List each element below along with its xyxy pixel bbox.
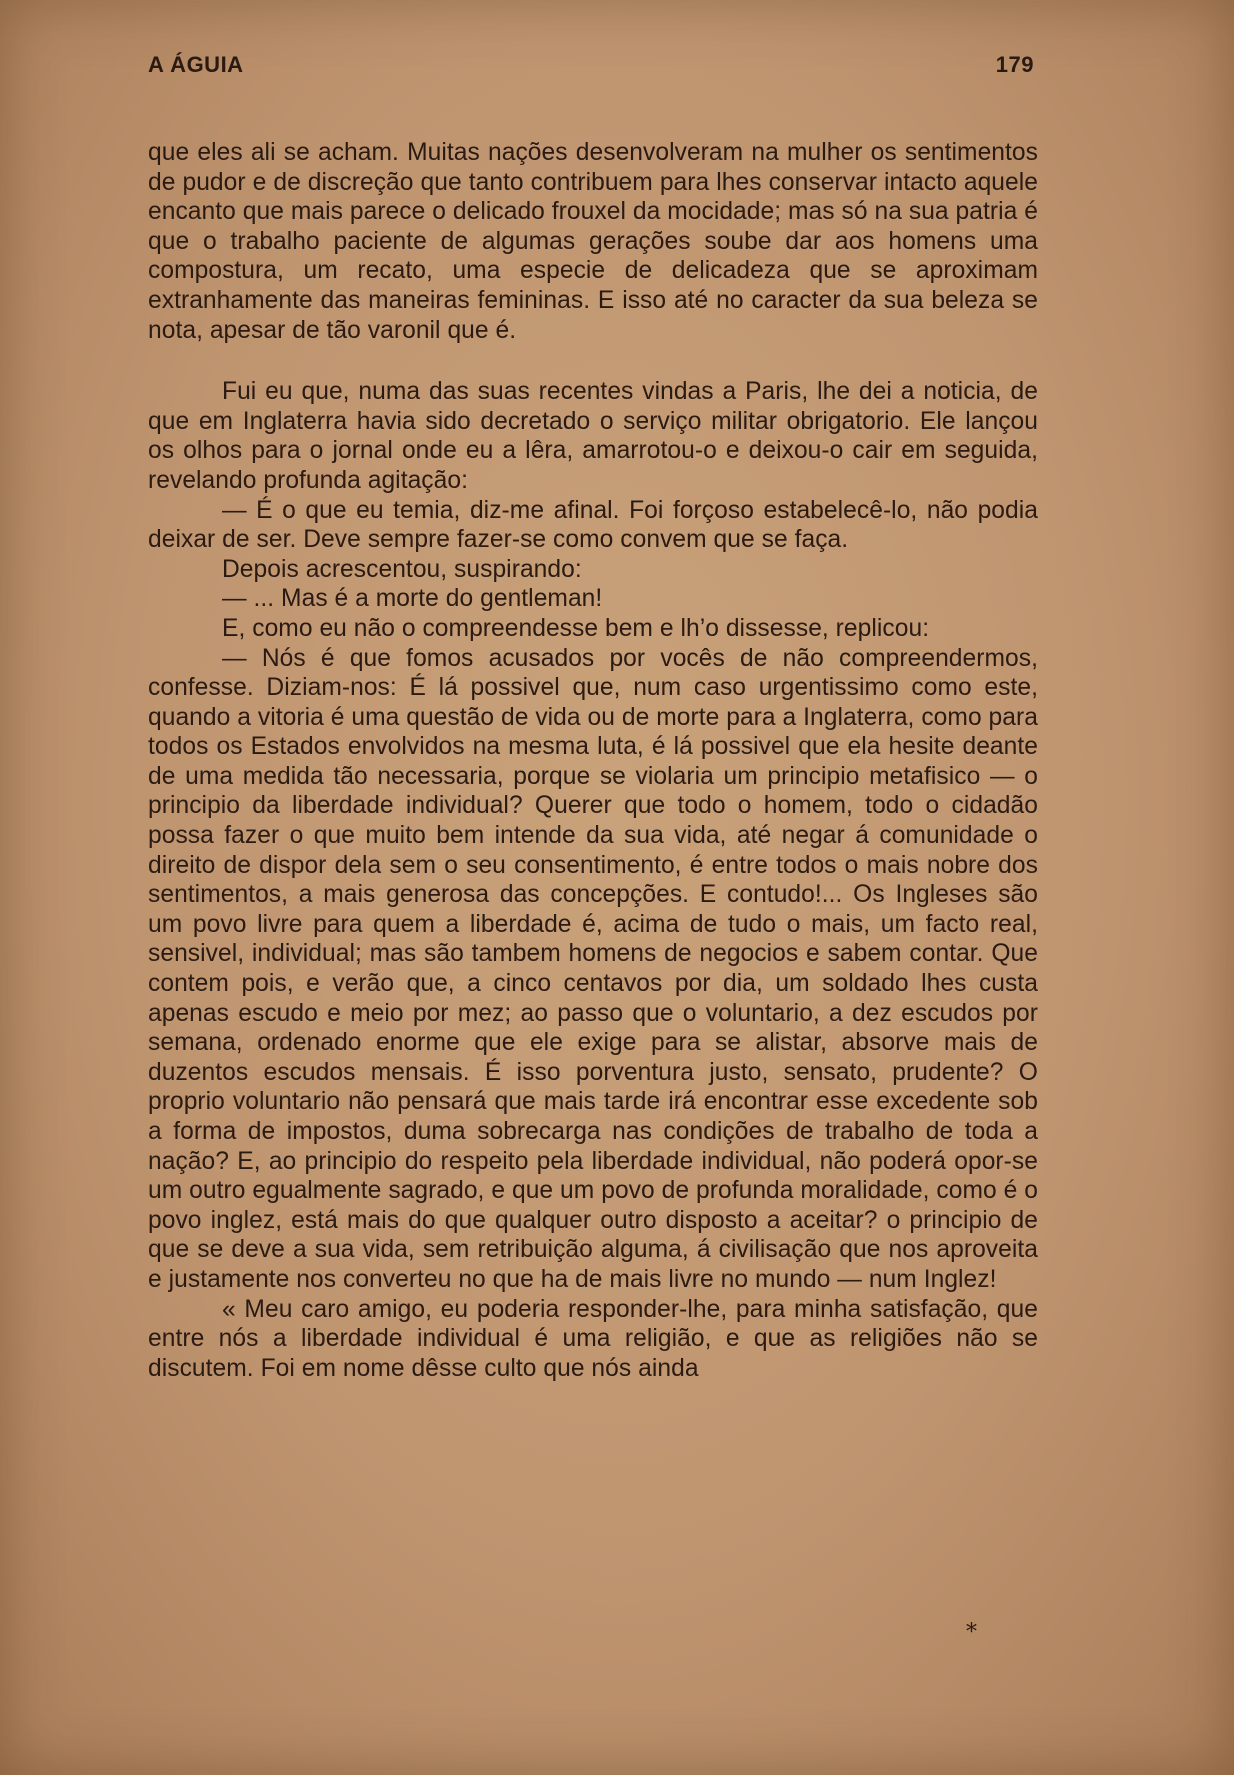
paragraph: que eles ali se acham. Muitas nações desenvolveram na mulher os sentimentos de pudor e de discreção que tanto contribuem para lhes conservar intacto aquele encanto que mais parece o delicado frouxel da mocidade; mas só na sua patria é que o trabalho paciente de algumas gerações soube dar aos homens uma compostura, um recato, uma especie de delicadeza que se aproximam extranhamente das maneiras femininas. E isso até no caracter da sua beleza se nota, apesar de tão varonil que é. xyxy=(148,139,1038,344)
article-body xyxy=(148,138,1038,1383)
paragraph: — ... Mas é a morte do gentleman! xyxy=(222,585,603,613)
signature-mark: * xyxy=(966,1620,977,1645)
paragraph: E, como eu não o compreendesse bem e lh’o dissesse, replicou: xyxy=(222,614,930,642)
paragraph: — É o que eu temia, diz-me afinal. Foi forçoso estabelecê-lo, não podia deixar de ser. Deve sempre fazer-se como convem que se faça. xyxy=(148,496,1038,554)
running-header xyxy=(148,52,1034,88)
paragraph: Fui eu que, numa das suas recentes vindas a Paris, lhe dei a noticia, de que em Inglaterra havia sido decretado o serviço militar obrigatorio. Ele lançou os olhos para o jornal onde eu a lêra, amarrotou-o e deixou-o cair em seguida, revelando profunda agitação: xyxy=(148,378,1038,494)
paragraph: « Meu caro amigo, eu poderia responder-lhe, para minha satisfação, que entre nós a liberdade individual é uma religião, e que as religiões não se discutem. Foi em nome dêsse culto que nós ainda xyxy=(148,1295,1038,1382)
paragraph: Depois acrescentou, suspirando: xyxy=(222,555,582,583)
paragraph: — Nós é que fomos acusados por vocês de não compreendermos, confesse. Diziam-nos: É lá possivel que, num caso urgentissimo como este, quando a vitoria é uma questão de vida ou de morte para a Inglaterra, como para todos os Estados envolvidos na mesma luta, é lá possivel que ela hesite deante de uma medida tão necessaria, porque se violaria um principio metafisico — o principio da liberdade individual? Querer que todo o homem, todo o cidadão possa fazer o que muito bem intende da sua vida, até negar á comunidade o direito de dispor dela sem o seu consentimento, é entre todos o mais nobre dos sentimentos, a mais generosa das concepções. E contudo!... Os Ingleses são um povo livre para quem a liberdade é, acima de tudo o mais, um facto real, sensivel, individual; mas são tambem homens de negocios e sabem contar. Que contem pois, e verão que, a cinco centavos por dia, um soldado lhes custa apenas escudo e meio por mez; ao passo que o voluntario, a dez escudos por semana, ordenado enorme que ele exige para se alistar, absorve mais de duzentos escudos mensais. É isso porventura justo, sensato, prudente? O proprio voluntario não pensará que mais tarde irá encontrar esse excedente sob a forma de impostos, duma sobrecarga nas condições de trabalho de toda a nação? E, ao principio do respeito pela liberdade individual, não poderá opor-se um outro egualmente sagrado, e que um povo de profunda moralidade, como é o povo inglez, está mais do que qualquer outro disposto a aceitar? o principio de que se deve a sua vida, sem retribuição alguma, á civilisação que nos aproveita e justamente nos converteu no que ha de mais livre no mundo — num Inglez! xyxy=(148,644,1038,1293)
page-number: 179 xyxy=(995,52,1034,77)
journal-title: A ÁGUIA xyxy=(148,52,244,77)
